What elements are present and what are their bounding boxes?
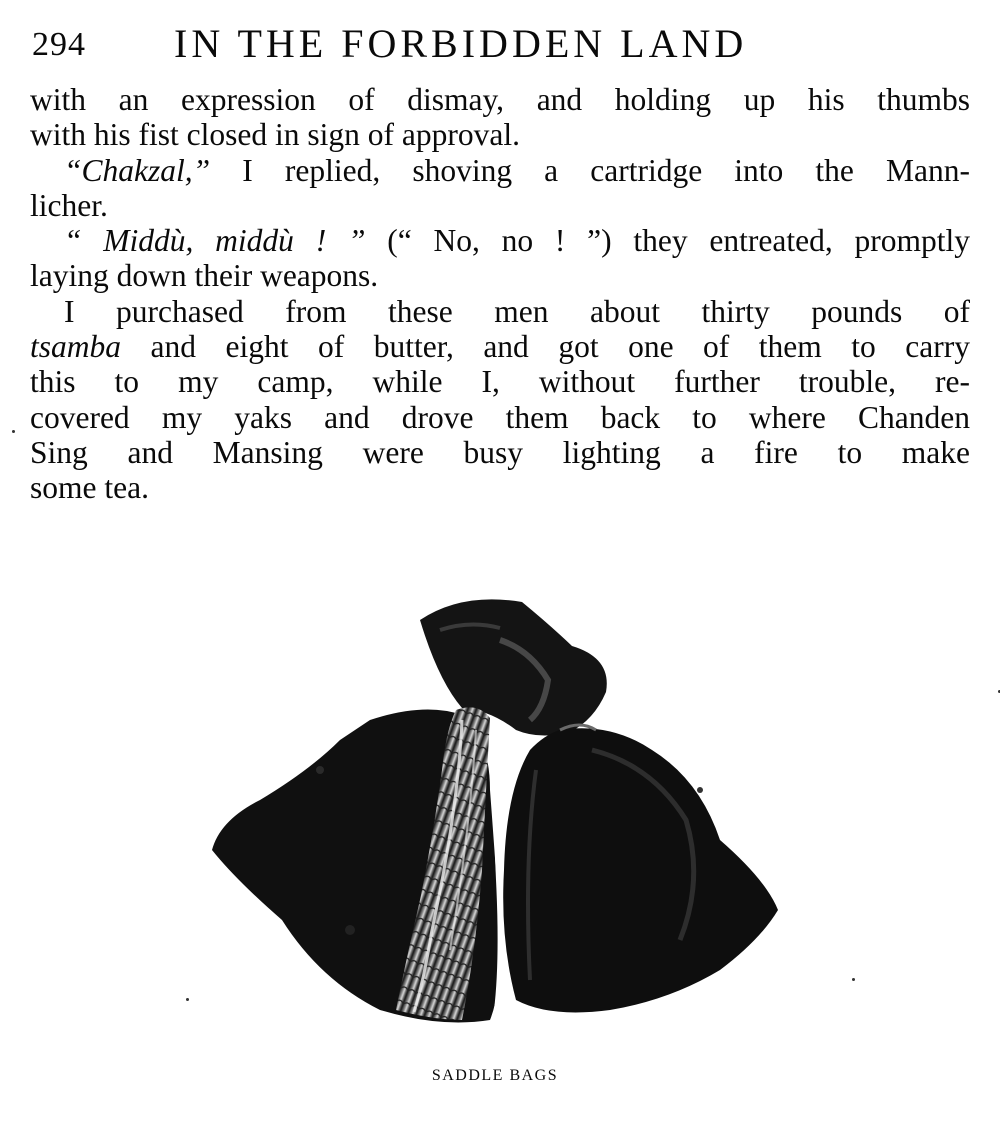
- text-line: [30, 223, 970, 258]
- text-line-content: I purchased from these men about thirty pounds of: [64, 293, 970, 329]
- text-line: [30, 153, 970, 188]
- text-line: [30, 294, 970, 329]
- text-line-content: Sing and Mansing were busy lighting a fire to make: [30, 434, 970, 470]
- text-line-content: covered my yaks and drove them back to where Chanden: [30, 399, 970, 435]
- text-line: [30, 188, 970, 223]
- page-number: 294: [32, 26, 86, 63]
- text-line: [30, 258, 970, 293]
- text-line-content: laying down their weapons.: [30, 258, 379, 294]
- text-line-content: with an expression of dismay, and holding up his thumbs: [30, 82, 970, 117]
- text-line-content: and eight of butter, and got one of them to carry: [121, 329, 970, 365]
- stray-mark: [12, 430, 15, 433]
- text-line: [30, 435, 970, 470]
- italic-quote: “Chakzal,”: [64, 152, 211, 188]
- figure-caption: SADDLE BAGS: [431, 1067, 559, 1084]
- italic-quote: “ Middù, middù ! ”: [64, 223, 366, 259]
- text-line: [30, 329, 970, 364]
- stray-mark: [852, 978, 855, 981]
- text-line: [30, 364, 970, 399]
- saddle-bags-image: [200, 580, 790, 1040]
- body-text: [30, 82, 970, 506]
- text-line-content: (“ No, no ! ”) they entreated, promptly: [365, 223, 970, 259]
- text-line: [30, 470, 970, 505]
- saddle-bags-illustration: [200, 580, 790, 1040]
- text-line: [30, 400, 970, 435]
- text-line-content: this to my camp, while I, without further trouble, re-: [30, 364, 970, 400]
- text-line-content: licher.: [30, 187, 108, 223]
- running-title: IN THE FORBIDDEN LAND: [174, 21, 748, 66]
- text-line-content: with his fist closed in sign of approval.: [30, 117, 520, 153]
- running-head: [28, 18, 988, 68]
- text-line: [30, 117, 970, 152]
- text-line-content: some tea.: [30, 470, 149, 506]
- stray-mark: [186, 998, 189, 1001]
- text-line: [30, 82, 970, 117]
- text-line-content: I replied, shoving a cartridge into the Mann-: [210, 152, 970, 188]
- italic-word: tsamba: [30, 329, 122, 365]
